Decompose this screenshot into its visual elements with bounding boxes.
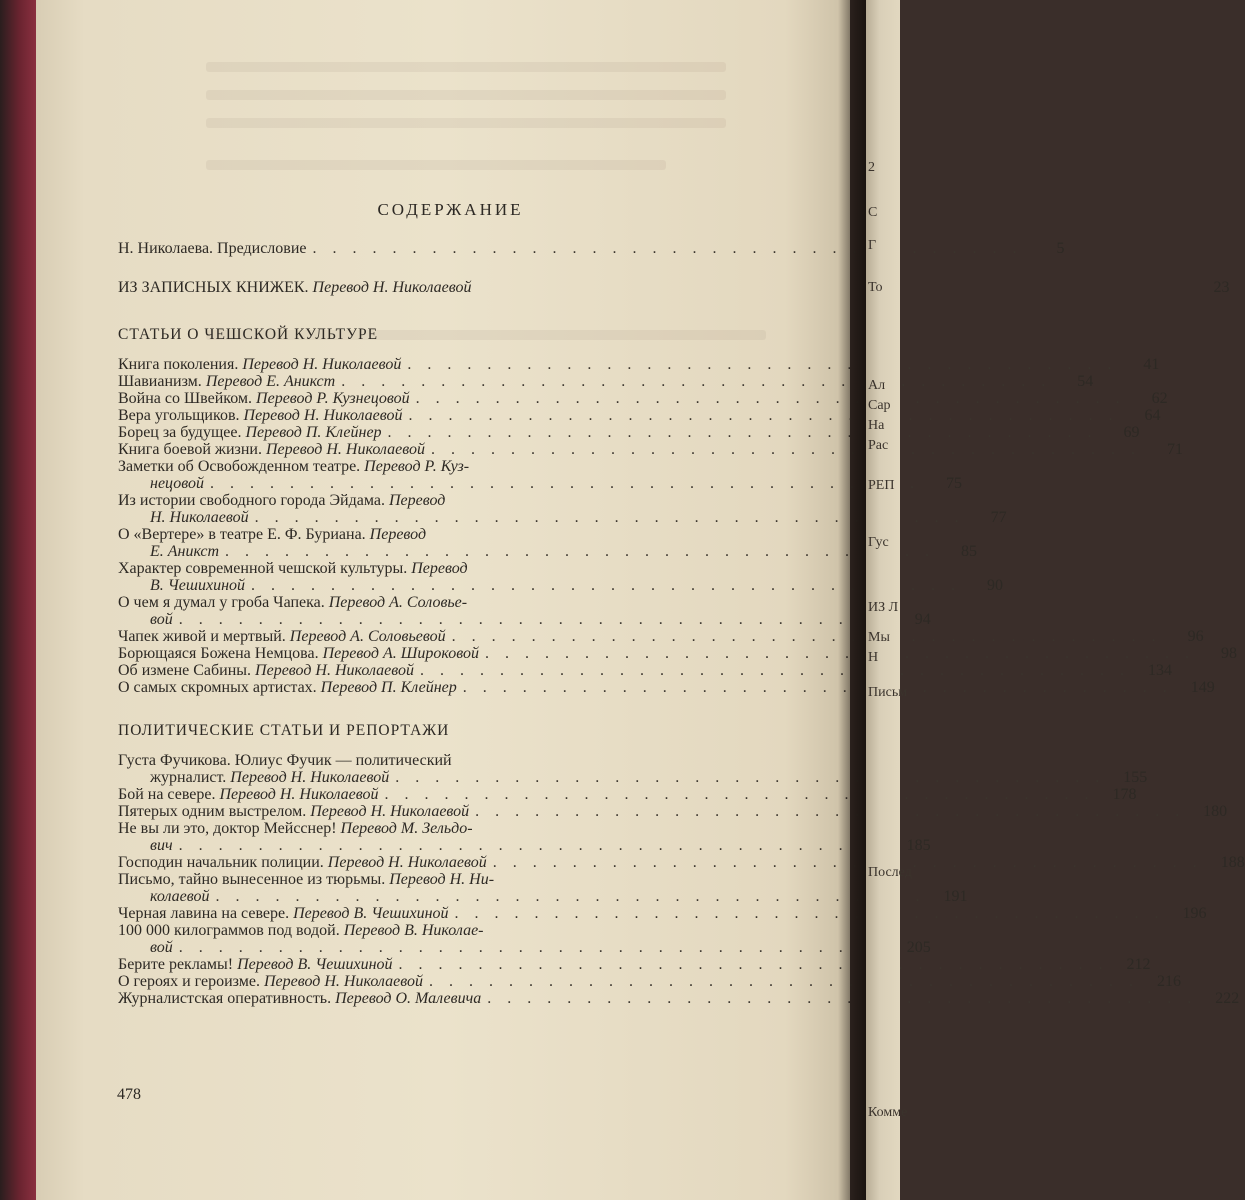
- translator: Перевод: [411, 560, 468, 577]
- toc-page-number: 191: [943, 888, 968, 905]
- toc-entry-text: Н. Николаева. Предисловие: [118, 240, 307, 257]
- translator: Перевод Н. Николаевой: [230, 769, 390, 786]
- translator: Перевод О. Малевича: [335, 990, 482, 1007]
- dot-leader: [410, 390, 1126, 407]
- translator: колаевой: [150, 888, 210, 905]
- translator: Перевод П. Клейнер: [320, 679, 457, 696]
- facing-page: [866, 0, 912, 1200]
- toc-entry-text: Журналистская оперативность. Перевод О. Малевича: [118, 990, 482, 1007]
- toc-entry-intro: [118, 240, 1065, 257]
- toc-entry-text: О «Вертере» в театре Е. Ф. Буриана. Перевод: [118, 526, 427, 543]
- translator: Перевод Р. Куз-: [364, 458, 470, 475]
- toc-entry-text: Густа Фучикова. Юлиус Фучик — политический: [118, 752, 452, 769]
- facing-page-fragment: Сар: [868, 398, 891, 413]
- toc-entry: [118, 577, 1004, 594]
- translator: Перевод В. Чешихиной: [293, 905, 449, 922]
- toc-entry-text: Шавианизм. Перевод Е. Аникст: [118, 373, 336, 390]
- toc-entry: [118, 888, 968, 905]
- show-through-line: [206, 90, 726, 100]
- toc-entry: [118, 543, 978, 560]
- translator: Перевод А. Соловьевой: [289, 628, 446, 645]
- section-heading: ПОЛИТИЧЕСКИЕ СТАТЬИ И РЕПОРТАЖИ: [118, 722, 450, 739]
- facing-page-fragment: Мы: [868, 630, 890, 645]
- translator: Перевод Н. Николаевой: [265, 441, 425, 458]
- toc-entry: [118, 922, 743, 939]
- toc-entry: [118, 990, 1240, 1007]
- facing-page-fragment: Ал: [868, 378, 886, 393]
- translator: Перевод В. Николае-: [343, 922, 484, 939]
- dot-leader: [414, 662, 1130, 679]
- toc-entry-text: Борющаяся Божена Немцова. Перевод А. Широковой: [118, 645, 480, 662]
- translator: Перевод В. Чешихиной: [237, 956, 393, 973]
- toc-page-number: 178: [1112, 786, 1137, 803]
- translator: Перевод Н. Николаевой: [255, 662, 414, 679]
- book-cover-edge: [0, 0, 36, 1200]
- toc-entry: [118, 458, 743, 475]
- facing-page-fragment: Г: [868, 238, 877, 253]
- dot-leader: [446, 628, 1162, 645]
- toc-entry-text: Чапек живой и мертвый. Перевод А. Соловьевой: [118, 628, 446, 645]
- toc-page-number: 96: [1187, 628, 1204, 645]
- toc-page-number: 54: [1077, 373, 1094, 390]
- toc-entry-text: Из истории свободного города Эйдама. Перевод: [118, 492, 446, 509]
- toc-entry: [118, 662, 1172, 679]
- dot-leader: [469, 803, 1185, 820]
- toc-entry: [118, 973, 1181, 990]
- toc-page-number: 94: [914, 611, 931, 628]
- toc-entry-text: Черная лавина на севере. Перевод В. Чешихиной: [118, 905, 449, 922]
- toc-entry: [118, 594, 743, 611]
- toc-page-number: 180: [1203, 803, 1228, 820]
- toc-entry-text: Книга поколения. Перевод Н. Николаевой: [118, 356, 402, 373]
- toc-page-number: 69: [1123, 424, 1140, 441]
- toc-entry: [118, 645, 1238, 662]
- page-number-folio: 478: [117, 1086, 141, 1103]
- facing-page-fragment: Рас: [868, 438, 889, 453]
- toc-entry: [118, 786, 1137, 803]
- toc-page-number: 188: [1220, 854, 1245, 871]
- toc-page-number: 5: [1056, 240, 1065, 257]
- toc-entry: [118, 611, 931, 628]
- translator: нецовой: [150, 475, 204, 492]
- dot-leader: [402, 407, 1118, 424]
- toc-entry: [118, 905, 1207, 922]
- toc-entry-text: Заметки об Освобожденном театре. Перевод Р. Куз-: [118, 458, 470, 475]
- toc-entry: [118, 509, 1007, 526]
- toc-page-number: 196: [1182, 905, 1207, 922]
- toc-entry-text: Письмо, тайно вынесенное из тюрьмы. Перевод Н. Ни-: [118, 871, 495, 888]
- dot-leader: [389, 769, 1105, 786]
- toc-entry-text: 100 000 килограммов под водой. Перевод В. Николае-: [118, 922, 484, 939]
- translator: В. Чешихиной: [150, 577, 246, 594]
- toc-entry-text: журналист. Перевод Н. Николаевой: [150, 769, 390, 786]
- section-title: ИЗ ЗАПИСНЫХ КНИЖЕК.: [118, 279, 309, 296]
- dot-leader: [335, 373, 1051, 390]
- toc-page-number: 222: [1215, 990, 1240, 1007]
- toc-entry: [118, 560, 743, 577]
- show-through-line: [206, 160, 666, 170]
- facing-page-fragment: Послед: [868, 865, 912, 880]
- toc-entry-text: [118, 475, 204, 492]
- toc-entry: [118, 492, 743, 509]
- translator: вич: [150, 837, 173, 854]
- facing-page-fragment: РЕП: [868, 478, 895, 493]
- facing-page-fragment: На: [868, 418, 885, 433]
- translator: Перевод Н. Ни-: [389, 871, 495, 888]
- dot-leader: [401, 356, 1117, 373]
- toc-entry-text: [118, 543, 219, 560]
- toc-page-number: 98: [1221, 645, 1238, 662]
- translator: Перевод Н. Николаевой: [327, 854, 487, 871]
- toc-page-number: 41: [1143, 356, 1160, 373]
- dot-leader: [393, 956, 1109, 973]
- translator: Перевод Н. Николаевой: [243, 407, 403, 424]
- page-title: СОДЕРЖАНИЕ: [377, 200, 524, 219]
- translator: Н. Николаевой: [150, 509, 249, 526]
- dot-leader: [219, 543, 935, 560]
- dot-leader: [204, 475, 920, 492]
- translator: Перевод П. Клейнер: [245, 424, 382, 441]
- toc-entry: [118, 526, 743, 543]
- facing-page-fragment: 2: [868, 160, 875, 175]
- dot-leader: [449, 905, 1165, 922]
- toc-entry-text: [118, 577, 245, 594]
- toc-page-number: 185: [906, 837, 931, 854]
- toc-entry-text: [118, 279, 472, 296]
- facing-page-fragment: ИЗ Л: [868, 600, 899, 615]
- dot-leader: [382, 424, 1098, 441]
- toc-entry: [118, 956, 1151, 973]
- facing-page-fragment: Комме: [868, 1105, 908, 1120]
- toc-page-number: 90: [987, 577, 1004, 594]
- toc-entry: [118, 803, 1228, 820]
- toc-page-number: 77: [990, 509, 1007, 526]
- translator: Перевод А. Широковой: [322, 645, 480, 662]
- translator: Перевод М. Зельдо-: [340, 820, 473, 837]
- book-gutter: [838, 0, 866, 1200]
- toc-entry-text: [118, 837, 173, 854]
- dot-leader: [425, 441, 1141, 458]
- toc-page-number: 134: [1148, 662, 1172, 679]
- toc-entry-text: Бой на севере. Перевод Н. Николаевой: [118, 786, 379, 803]
- translator: Перевод: [388, 492, 446, 509]
- toc-entry-text: Книга боевой жизни. Перевод Н. Николаевой: [118, 441, 425, 458]
- toc-entry-text: Война со Швейком. Перевод Р. Кузнецовой: [118, 390, 410, 407]
- toc-entry-text: Об измене Сабины. Перевод Н. Николаевой: [118, 662, 414, 679]
- translator: Е. Аникст: [150, 543, 220, 560]
- translator: Перевод Р. Кузнецовой: [256, 390, 410, 407]
- toc-page-number: 64: [1144, 407, 1161, 424]
- facing-page-fragment: Н: [868, 650, 879, 665]
- toc-entry: [118, 769, 1148, 786]
- toc-page-number: 75: [945, 475, 962, 492]
- translator: Перевод Н. Николаевой: [219, 786, 379, 803]
- toc-entry: [118, 871, 743, 888]
- facing-page-fragment: Гус: [868, 535, 889, 550]
- toc-entry-text: Господин начальник полиции. Перевод Н. Николаевой: [118, 854, 487, 871]
- toc-entry-text: Пятерых одним выстрелом. Перевод Н. Николаевой: [118, 803, 470, 820]
- toc-entry-text: [118, 888, 209, 905]
- toc-entry-text: [118, 509, 249, 526]
- toc-page-number: 155: [1123, 769, 1148, 786]
- translator: Перевод Н. Николаевой: [263, 973, 423, 990]
- dot-leader: [378, 786, 1094, 803]
- toc-page-number: 216: [1156, 973, 1181, 990]
- section-heading: СТАТЬИ О ЧЕШСКОЙ КУЛЬТУРЕ: [118, 326, 379, 343]
- dot-leader: [457, 679, 1173, 696]
- toc-entry-text: О самых скромных артистах. Перевод П. Клейнер: [118, 679, 457, 696]
- toc-entry: [118, 939, 931, 956]
- translator: Перевод Е. Аникст: [205, 373, 336, 390]
- toc-entry: [118, 820, 743, 837]
- dot-leader: [307, 240, 1023, 257]
- dot-leader: [173, 611, 889, 628]
- toc-entry-text: [118, 939, 173, 956]
- dot-leader: [209, 888, 925, 905]
- dot-leader: [423, 973, 1139, 990]
- toc-entry-text: О героях и героизме. Перевод Н. Николаевой: [118, 973, 423, 990]
- toc-page-number: 149: [1190, 679, 1215, 696]
- toc-entry-text: Борец за будущее. Перевод П. Клейнер: [118, 424, 382, 441]
- facing-page-fragment: С: [868, 205, 878, 220]
- toc-page-number: 23: [1213, 279, 1230, 296]
- toc-entry: [118, 407, 1161, 424]
- toc-entry: [118, 356, 1160, 373]
- dot-leader: [173, 837, 889, 854]
- toc-page-number: 62: [1151, 390, 1168, 407]
- toc-entry-text: Вера угольщиков. Перевод Н. Николаевой: [118, 407, 403, 424]
- translator: Перевод А. Соловье-: [328, 594, 468, 611]
- translator: вой: [150, 611, 173, 628]
- toc-entry: [118, 752, 743, 769]
- toc-entry: [118, 837, 931, 854]
- toc-entry-text: [118, 611, 173, 628]
- translator: Перевод: [369, 526, 427, 543]
- translator: Перевод Н. Николаевой: [242, 356, 402, 373]
- translator: Перевод Н. Николаевой: [310, 803, 470, 820]
- show-through-line: [206, 62, 726, 72]
- translator: Перевод Н. Николаевой: [312, 279, 472, 296]
- translator: вой: [150, 939, 173, 956]
- toc-entry-text: Берите рекламы! Перевод В. Чешихиной: [118, 956, 393, 973]
- toc-page-number: 71: [1166, 441, 1183, 458]
- toc-entry: [118, 854, 1245, 871]
- facing-page-fragment: Письм: [868, 685, 908, 700]
- show-through-line: [206, 118, 726, 128]
- toc-page-number: 212: [1126, 956, 1151, 973]
- toc-page-number: 85: [961, 543, 978, 560]
- toc-entry-text: Характер современной чешской культуры. Перевод: [118, 560, 468, 577]
- toc-entry-text: Не вы ли это, доктор Мейсснер! Перевод М. Зельдо-: [118, 820, 473, 837]
- facing-page-fragment: То: [868, 280, 883, 295]
- toc-entry-text: О чем я думал у гроба Чапека. Перевод А. Соловье-: [118, 594, 468, 611]
- toc-page-number: 205: [906, 939, 931, 956]
- dot-leader: [173, 939, 889, 956]
